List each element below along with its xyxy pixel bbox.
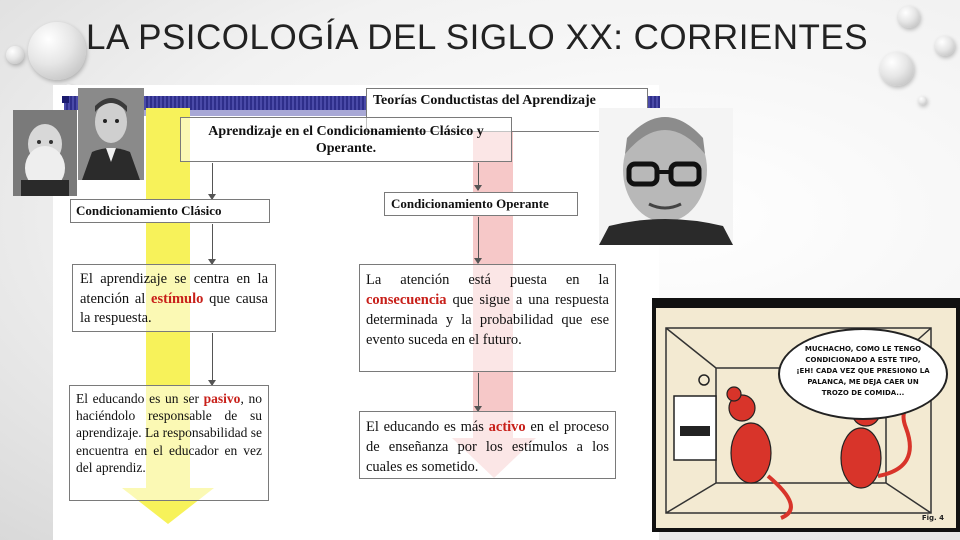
left-learner-box [69,385,269,501]
diagram-subheader-text: Aprendizaje en el Condicionamiento Clásico y Operante. [208,124,484,156]
diagram-header-text: Teorías Conductistas del Aprendizaje [373,93,596,108]
decorative-bubble [880,52,914,86]
connector-arrow [212,333,213,385]
cartoon-speech-bubble: MUCHACHO, COMO LE TENGO CONDICIONADO A ESTE TIPO, ¡EH! CADA VEZ QUE PRESIONO LA PALANCA, ME DEJA CAER UN TROZO DE COMIDA... [778,328,948,420]
decorative-bubble [898,6,920,28]
portrait-skinner [599,108,733,245]
left-column-title [70,199,270,223]
right-concept-text-end: que sigue a una respuesta determinada y la probabilidad que ese evento suceda en el futuro. [366,292,609,348]
bullet-marker [62,96,69,103]
right-concept-text: La atención está puesta en la [366,272,609,288]
slide-title: LA PSICOLOGÍA DEL SIGLO XX: CORRIENTES [86,18,869,57]
connector-arrow [478,373,479,411]
highlight-estimulo: estímulo [151,290,204,307]
connector-arrow [212,163,213,199]
cartoon-scene [656,308,956,528]
highlight-pasivo: pasivo [203,391,241,406]
decorative-bubble [6,46,24,64]
left-concept-box [72,264,276,332]
right-column-title [384,192,578,216]
decorative-bubble [28,22,86,80]
connector-arrow [478,163,479,190]
right-learner-text: El educando es más [366,419,489,435]
right-learner-text-end: en el proceso de enseñanza por los estímulos a los cuales es sometido. [366,419,609,475]
connector-arrow [212,224,213,264]
right-concept-box [359,264,616,372]
left-concept-text-end: que causa la respuesta. [80,290,268,326]
diagram-subheader [180,117,512,162]
left-learner-text-end: , no haciéndolo responsable de su aprendizaje. La responsabilidad se encuentra en el educador en vez del aprendiz. [76,391,263,475]
portrait-pavlov [13,110,77,196]
connector-arrow [478,217,479,263]
cartoon-panel [652,298,960,532]
decorative-bubble [918,96,927,105]
cartoon-figure-caption: Fig. 4 [921,514,944,522]
left-concept-text: El aprendizaje se centra en la atención al [80,271,268,307]
left-column-title-text: Condicionamiento Clásico [76,203,222,218]
left-learner-text: El educando es un ser [76,391,204,406]
decorative-bubble [935,36,955,56]
highlight-activo: activo [488,419,526,435]
portrait-watson [78,88,144,180]
right-column-title-text: Condicionamiento Operante [391,196,549,211]
right-learner-box [359,411,616,479]
highlight-consecuencia: consecuencia [366,292,447,308]
